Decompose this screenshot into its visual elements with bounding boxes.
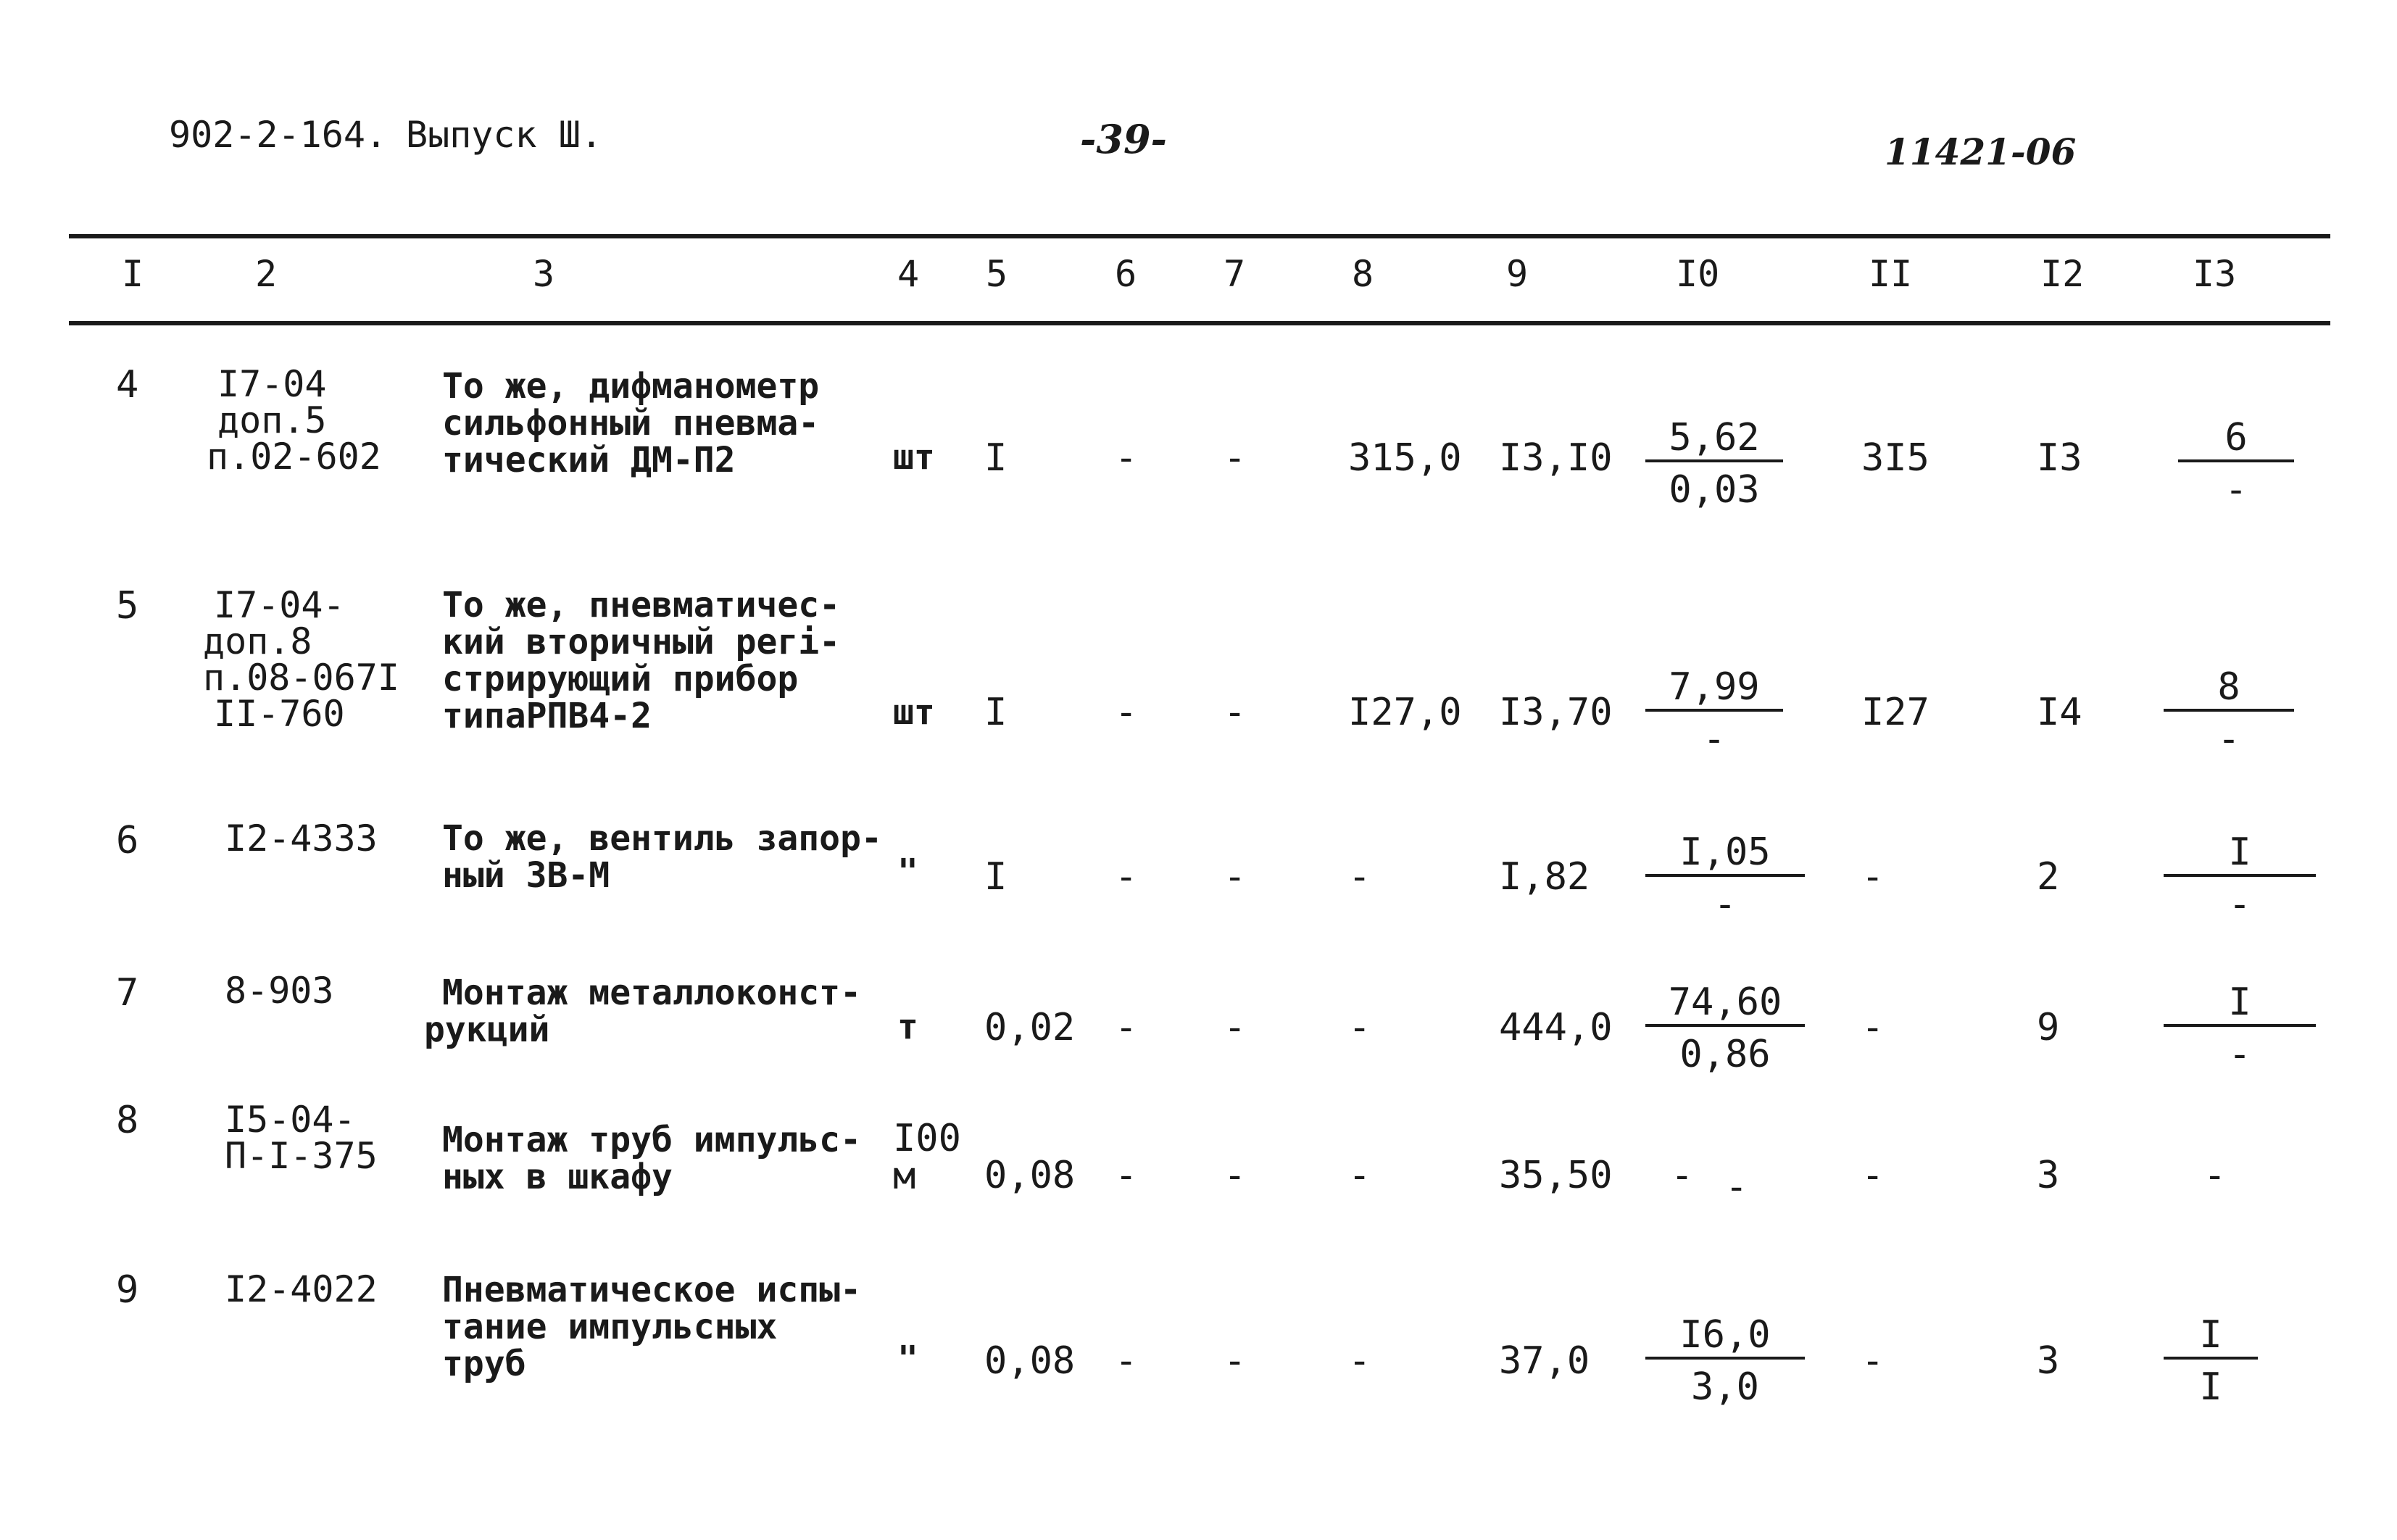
norm-code-line: доп.5: [217, 399, 327, 441]
column-10-subvalue: -: [1725, 1165, 1748, 1209]
column-header-10: I0: [1676, 253, 1720, 295]
release-label: Выпуск Ш.: [406, 114, 602, 156]
column-header-9: 9: [1506, 253, 1529, 295]
fraction-bar: [1645, 459, 1783, 462]
norm-code-line: I2-4022: [225, 1268, 378, 1310]
fraction-bar: [1645, 709, 1783, 712]
column-6-value: -: [1115, 855, 1138, 899]
fraction-bar: [2164, 709, 2294, 712]
column-8-value: I27,0: [1348, 691, 1462, 734]
column-8-value: -: [1348, 1006, 1371, 1049]
column-12-value: 2: [2037, 855, 2060, 899]
column-10-value: -: [1671, 1154, 1694, 1197]
column-11-value: -: [1861, 855, 1885, 899]
column-6-value: -: [1115, 691, 1138, 734]
column-8-value: 315,0: [1348, 436, 1462, 480]
fraction-denominator: -: [2228, 1033, 2251, 1076]
norm-code-line: доп.8: [203, 620, 312, 662]
unit-of-measure: ": [897, 1339, 918, 1379]
column-8-value: -: [1348, 1154, 1371, 1197]
item-name-line: сильфонный пневма-: [442, 403, 820, 444]
column-header-1: I: [122, 253, 144, 295]
column-11-value: -: [1861, 1154, 1885, 1197]
column-header-6: 6: [1115, 253, 1137, 295]
column-12-value: 3: [2037, 1339, 2060, 1383]
row-number: 5: [116, 584, 139, 628]
column-12-value: I4: [2037, 691, 2082, 734]
fraction-denominator: I: [2199, 1365, 2222, 1409]
fraction-bar: [1645, 1024, 1805, 1027]
norm-code-line: II-760: [214, 693, 345, 735]
fraction-denominator: -: [2224, 468, 2248, 512]
quantity: I: [984, 855, 1008, 899]
item-name-line: рукций: [424, 1010, 550, 1050]
quantity: I: [984, 436, 1008, 480]
fraction-denominator: -: [2228, 883, 2251, 926]
column-7-value: -: [1224, 1339, 1247, 1383]
norm-code-line: 8-903: [225, 970, 334, 1012]
column-7-value: -: [1224, 1006, 1247, 1049]
column-header-4: 4: [897, 253, 920, 295]
column-13-fraction: [2164, 982, 2316, 1075]
column-10-fraction: [1645, 832, 1805, 925]
fraction-bar: [1645, 874, 1805, 877]
unit-of-measure: ": [897, 852, 918, 892]
column-9-value: 35,50: [1499, 1154, 1613, 1197]
item-name-line: Пневматическое испы-: [442, 1270, 861, 1310]
item-name-line: То же, вентиль запор-: [442, 818, 882, 859]
fraction-numerator: I,05: [1679, 831, 1771, 874]
column-6-value: -: [1115, 1154, 1138, 1197]
column-13-fraction: [2164, 832, 2316, 925]
column-10-fraction: [1645, 982, 1805, 1075]
column-header-12: I2: [2040, 253, 2085, 295]
fraction-bar: [2164, 874, 2316, 877]
item-name-line: кий вторичный регi-: [442, 622, 841, 662]
column-8-value: -: [1348, 1339, 1371, 1383]
norm-code-line: I5-04-: [225, 1099, 356, 1141]
column-header-8: 8: [1352, 253, 1374, 295]
item-name-line: ный 3В-М: [442, 855, 610, 896]
column-7-value: -: [1224, 855, 1247, 899]
document-code: 902-2-164.: [169, 114, 388, 156]
column-6-value: -: [1115, 1339, 1138, 1383]
row-number: 7: [116, 971, 139, 1015]
table-top-rule: [69, 234, 2330, 238]
quantity: 0,08: [984, 1154, 1076, 1197]
quantity: I: [984, 691, 1008, 734]
column-7-value: -: [1224, 436, 1247, 480]
row-number: 8: [116, 1099, 139, 1142]
column-header-7: 7: [1224, 253, 1246, 295]
fraction-denominator: 0,03: [1669, 468, 1760, 512]
norm-code-line: I7-04-: [214, 584, 345, 626]
column-9-value: 37,0: [1499, 1339, 1590, 1383]
column-9-value: I,82: [1499, 855, 1590, 899]
table-header-bottom-rule: [69, 321, 2330, 325]
fraction-bar: [2178, 459, 2294, 462]
fraction-bar: [1645, 1357, 1805, 1360]
fraction-bar: [2164, 1357, 2258, 1360]
item-name-line: Монтаж труб импульс-: [442, 1120, 861, 1160]
fraction-denominator: 3,0: [1691, 1365, 1759, 1409]
column-11-value: 3I5: [1861, 436, 1929, 480]
column-9-value: I3,70: [1499, 691, 1613, 734]
column-12-value: 3: [2037, 1154, 2060, 1197]
column-8-value: -: [1348, 855, 1371, 899]
item-name-line: Монтаж металлоконст-: [442, 973, 861, 1013]
column-10-fraction: [1645, 417, 1783, 510]
item-name-line: типаРПВ4-2: [442, 696, 652, 736]
fraction-numerator: 74,60: [1668, 981, 1782, 1024]
norm-code-line: п.08-067I: [203, 657, 399, 699]
item-name-line: тание импульсных: [442, 1307, 778, 1347]
fraction-numerator: 6: [2224, 416, 2248, 459]
column-7-value: -: [1224, 691, 1247, 734]
column-10-fraction: [1645, 667, 1783, 759]
item-name-line: То же, пневматичес-: [442, 585, 841, 625]
column-11-value: -: [1861, 1006, 1885, 1049]
fraction-numerator: I: [2228, 981, 2251, 1024]
fraction-numerator: I6,0: [1679, 1313, 1771, 1357]
fraction-denominator: 0,86: [1679, 1033, 1771, 1076]
item-name-line: труб: [442, 1344, 526, 1384]
column-12-value: I3: [2037, 436, 2082, 480]
column-7-value: -: [1224, 1154, 1247, 1197]
column-11-value: I27: [1861, 691, 1929, 734]
norm-code-line: п.02-602: [207, 436, 381, 478]
row-number: 4: [116, 363, 139, 407]
item-name-line: То же, дифманометр: [442, 366, 820, 407]
norm-code-line: П-I-375: [225, 1135, 378, 1177]
column-13-fraction: [2164, 1315, 2258, 1407]
unit-of-measure: т: [897, 1007, 918, 1047]
unit-of-measure: I00 м: [893, 1117, 961, 1198]
column-header-5: 5: [986, 253, 1008, 295]
fraction-denominator: -: [1713, 883, 1737, 926]
column-9-value: 444,0: [1499, 1006, 1613, 1049]
norm-code-line: I7-04: [217, 363, 327, 405]
fraction-numerator: I: [2228, 831, 2251, 874]
column-header-2: 2: [255, 253, 278, 295]
row-number: 9: [116, 1268, 139, 1312]
column-9-value: I3,I0: [1499, 436, 1613, 480]
column-11-value: -: [1861, 1339, 1885, 1383]
column-13-fraction: [2164, 667, 2294, 759]
fraction-denominator: -: [2217, 717, 2240, 761]
column-13-value: -: [2203, 1154, 2227, 1197]
fraction-bar: [2164, 1024, 2316, 1027]
column-12-value: 9: [2037, 1006, 2060, 1049]
unit-of-measure: шт: [893, 692, 935, 733]
handwritten-stamp: 11421-06: [1885, 130, 2077, 173]
fraction-denominator: -: [1703, 717, 1726, 761]
quantity: 0,08: [984, 1339, 1076, 1383]
column-10-fraction: [1645, 1315, 1805, 1407]
column-header-11: II: [1869, 253, 1913, 295]
column-6-value: -: [1115, 1006, 1138, 1049]
column-header-3: 3: [533, 253, 555, 295]
quantity: 0,02: [984, 1006, 1076, 1049]
fraction-numerator: 7,99: [1669, 665, 1760, 709]
column-13-fraction: [2178, 417, 2294, 510]
column-header-13: I3: [2193, 253, 2237, 295]
norm-code-line: I2-4333: [225, 817, 378, 860]
item-name-line: стрирующий прибор: [442, 659, 799, 699]
unit-of-measure: шт: [893, 437, 935, 478]
item-name-line: ных в шкафу: [442, 1157, 673, 1197]
row-number: 6: [116, 819, 139, 862]
column-6-value: -: [1115, 436, 1138, 480]
fraction-numerator: 8: [2217, 665, 2240, 709]
page-number: -39-: [1080, 116, 1167, 162]
item-name-line: тический ДМ-П2: [442, 440, 736, 480]
fraction-numerator: 5,62: [1669, 416, 1760, 459]
fraction-numerator: I: [2199, 1313, 2222, 1357]
